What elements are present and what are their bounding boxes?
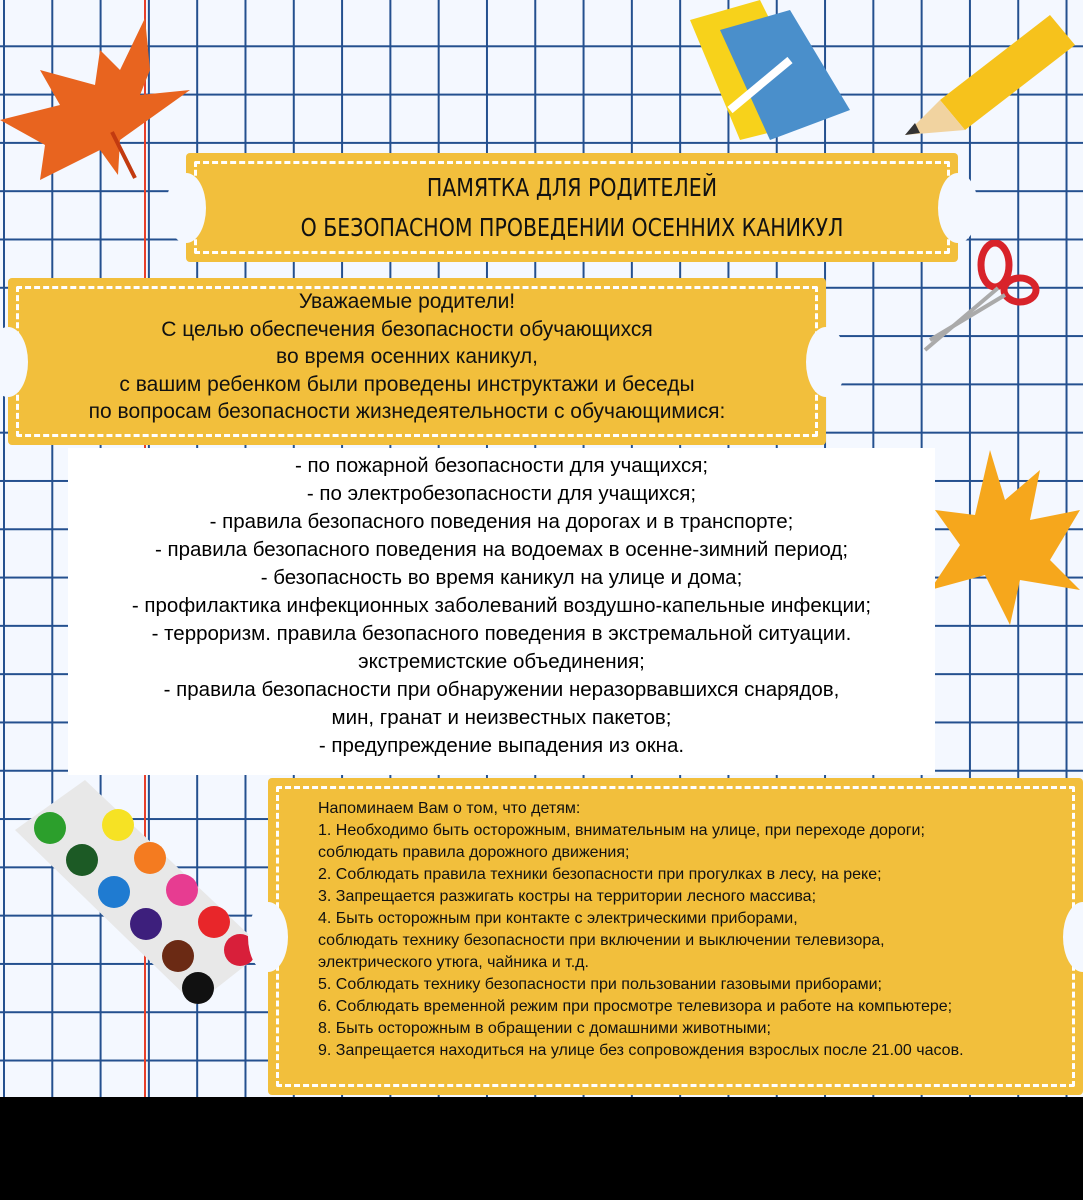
intro-line: Уважаемые родители!	[298, 290, 516, 313]
intro-line: с вашим ребенком были проведены инструктажи и беседы	[119, 372, 695, 396]
topic-item: экстремистские объединения;	[358, 650, 645, 673]
reminder-line: соблюдать правила дорожного движения;	[318, 844, 630, 861]
yellow-maple-leaf-icon	[930, 450, 1083, 625]
topic-item: - правила безопасности при обнаружении неразорвавшихся снарядов,	[163, 678, 840, 701]
topic-item: - профилактика инфекционных заболеваний воздушно-капельные инфекции;	[131, 594, 872, 617]
banner-notch	[248, 902, 288, 972]
reminder-line: соблюдать технику безопасности при включении и выключении телевизора,	[318, 932, 885, 949]
topic-item: мин, гранат и неизвестных пакетов;	[331, 706, 672, 729]
intro-line: во время осенних каникул,	[276, 345, 538, 368]
reminder-line: 8. Быть осторожным в обращении с домашними животными;	[318, 1020, 771, 1037]
maple-leaf-icon	[0, 10, 195, 180]
reminder-line: 6. Соблюдать временной режим при просмотре телевизора и работе на компьютере;	[318, 998, 953, 1015]
intro-banner	[8, 278, 826, 445]
title-line-1: ПАМЯТКА ДЛЯ РОДИТЕЛЕЙ	[426, 172, 718, 202]
reminder-line: электрического утюга, чайника и т.д.	[318, 954, 589, 971]
reminder-line: 4. Быть осторожным при контакте с электрическими приборами,	[318, 910, 798, 927]
topic-item: - правила безопасного поведения на дорогах и в транспорте;	[209, 510, 794, 533]
topic-item: - по пожарной безопасности для учащихся;	[294, 454, 709, 477]
reminder-line: Напоминаем Вам о том, что детям:	[318, 800, 581, 817]
notebooks-icon	[670, 0, 855, 150]
reminder-line: 3. Запрещается разжигать костры на территории лесного массива;	[318, 888, 817, 905]
reminder-line: 9. Запрещается находиться на улице без сопровождения взрослых после 21.00 часов.	[318, 1042, 964, 1059]
intro-line: С целью обеспечения безопасности обучающихся	[161, 317, 653, 341]
reminder-line: 5. Соблюдать технику безопасности при пользовании газовыми приборами;	[318, 976, 882, 993]
reminder-line: 1. Необходимо быть осторожным, внимательным на улице, при переходе дороги;	[318, 822, 925, 839]
pencil-icon	[900, 5, 1083, 140]
watercolor-paints-icon	[10, 780, 270, 1020]
title-line-2: О БЕЗОПАСНОМ ПРОВЕДЕНИИ ОСЕННИХ КАНИКУЛ	[300, 212, 844, 242]
topic-item: - безопасность во время каникул на улице и дома;	[260, 566, 743, 589]
intro-line: по вопросам безопасности жизнедеятельности с обучающимися:	[88, 400, 726, 423]
banner-notch	[166, 173, 206, 243]
topics-list	[68, 448, 935, 775]
reminder-banner	[268, 778, 1083, 1095]
topic-item: - предупреждение выпадения из окна.	[318, 734, 685, 757]
title-banner	[186, 153, 958, 262]
topic-item: - по электробезопасности для учащихся;	[306, 482, 697, 505]
banner-notch	[938, 173, 978, 243]
topic-item: - правила безопасного поведения на водоемах в осенне-зимний период;	[154, 538, 849, 561]
reminder-line: 2. Соблюдать правила техники безопасности при прогулках в лесу, на реке;	[318, 866, 882, 883]
topic-item: - терроризм. правила безопасного поведения в экстремальной ситуации.	[151, 622, 852, 645]
